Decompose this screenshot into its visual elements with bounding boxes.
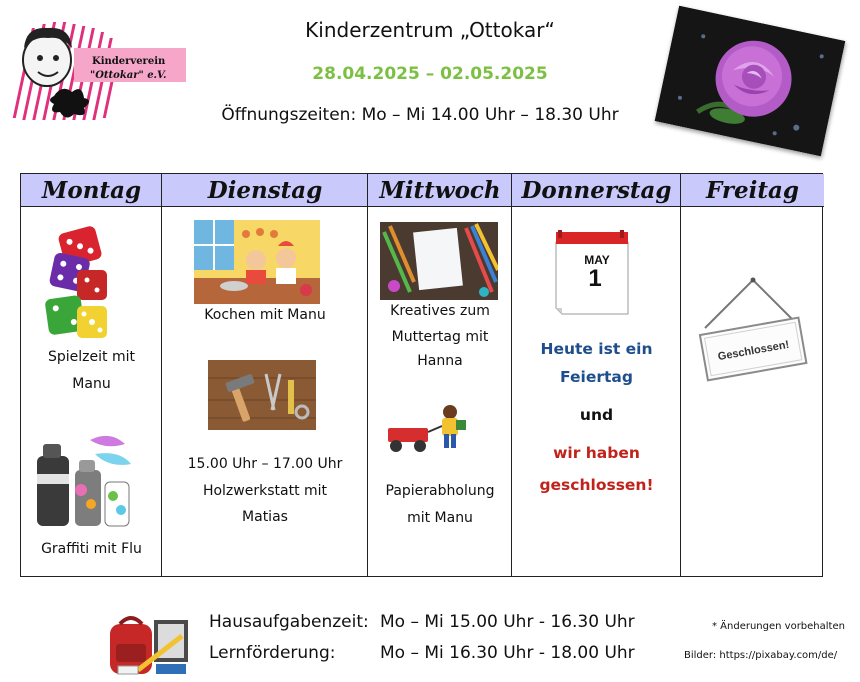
calendar-month: MAY <box>584 253 610 267</box>
closed-sign-icon <box>695 274 811 390</box>
wednesday-activity-2-line-2: mit Manu <box>407 510 473 526</box>
column-thursday <box>511 174 681 576</box>
kinderverein-logo <box>12 18 190 126</box>
column-monday <box>21 174 162 576</box>
week-dates: 28.04.2025 – 02.05.2025 <box>312 64 548 84</box>
thursday-notice-line-3: und <box>579 406 614 424</box>
calendar-day: 1 <box>588 265 602 292</box>
day-header-monday: Montag <box>21 174 162 207</box>
monday-activity-1-line-2: Manu <box>72 376 111 392</box>
school-supplies-icon <box>108 610 194 678</box>
thursday-notice-line-2: Feiertag <box>560 368 633 386</box>
column-friday <box>680 174 824 576</box>
tuesday-activity-1: Kochen mit Manu <box>204 307 326 323</box>
page-title: Kinderzentrum „Ottokar“ <box>305 18 555 42</box>
dice-icon <box>43 226 113 341</box>
tuesday-activity-2-time: 15.00 Uhr – 17.00 Uhr <box>187 456 343 472</box>
calendar-icon <box>550 228 632 320</box>
changes-note: * Änderungen vorbehalten <box>712 621 845 632</box>
monday-activity-2: Graffiti mit Flu <box>41 541 142 557</box>
tutoring-label: Lernförderung: <box>209 643 336 663</box>
logo-text-1: Kinderverein <box>92 56 166 67</box>
day-header-thursday: Donnerstag <box>512 174 681 207</box>
wednesday-activity-1-line-1: Kreatives zum <box>390 303 490 319</box>
rose-image <box>655 6 846 157</box>
tutoring-time: Mo – Mi 16.30 Uhr - 18.00 Uhr <box>380 643 635 663</box>
tuesday-activity-2-line-2: Matias <box>242 509 288 525</box>
wednesday-activity-2-line-1: Papierabholung <box>385 483 495 499</box>
paper-wagon-icon <box>384 402 476 456</box>
homework-label: Hausaufgabenzeit: <box>209 612 369 632</box>
tools-image <box>208 360 316 430</box>
opening-hours: Öffnungszeiten: Mo – Mi 14.00 Uhr – 18.30 Uhr <box>221 105 619 125</box>
closed-sign-text: Geschlossen! <box>716 338 791 364</box>
logo-text-2: "Ottokar" e.V. <box>90 70 167 81</box>
craft-supplies-image <box>380 222 498 300</box>
cooking-kids-image <box>194 220 320 304</box>
spray-cans-icon <box>35 430 135 530</box>
tuesday-activity-2-line-1: Holzwerkstatt mit <box>202 483 328 499</box>
column-wednesday <box>367 174 512 576</box>
column-tuesday <box>161 174 368 576</box>
day-header-tuesday: Dienstag <box>162 174 368 207</box>
wednesday-activity-1-line-3: Hanna <box>417 353 463 369</box>
thursday-notice-line-1: Heute ist ein <box>540 340 653 358</box>
homework-time: Mo – Mi 15.00 Uhr - 16.30 Uhr <box>380 612 635 632</box>
day-header-wednesday: Mittwoch <box>368 174 512 207</box>
weekly-schedule-table <box>20 173 823 577</box>
monday-activity-1-line-1: Spielzeit mit <box>48 349 135 365</box>
day-header-friday: Freitag <box>681 174 824 207</box>
thursday-notice-line-4: wir haben <box>553 444 640 462</box>
image-credit: Bilder: https://pixabay.com/de/ <box>684 650 838 661</box>
thursday-notice-line-5: geschlossen! <box>539 476 654 494</box>
wednesday-activity-1-line-2: Muttertag mit <box>391 329 489 345</box>
